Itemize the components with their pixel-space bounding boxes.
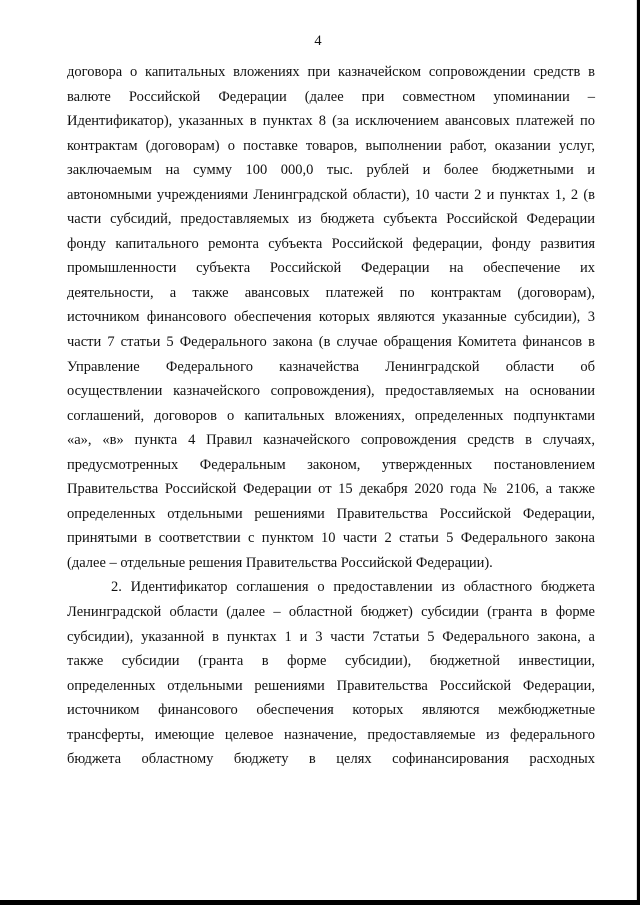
text-line: Идентификатор), указанных в пунктах 8 (за исключением авансовых платежей по <box>67 113 595 130</box>
text-line: определенных отдельными решениями Правительства Российской Федерации, <box>67 677 595 694</box>
text-line: Правительства Российской Федерации от 15 декабря 2020 года № 2106, а также <box>67 481 595 498</box>
text-line: «а», «в» пункта 4 Правил казначейского сопровождения средств в случаях, <box>67 432 595 449</box>
text-line: предусмотренных Федеральным законом, утвержденных постановлением <box>67 456 595 473</box>
page-number: 4 <box>314 33 322 49</box>
text-line: бюджета областному бюджету в целях софинансирования расходных <box>67 751 595 768</box>
text-line: трансферты, имеющие целевое назначение, предоставляемые из федерального <box>67 726 595 743</box>
text-line: автономными учреждениями Ленинградской области), 10 части 2 и пунктах 1, 2 (в <box>67 186 595 203</box>
text-line: принятыми в соответствии с пунктом 10 части 2 статьи 5 Федерального закона <box>67 530 595 547</box>
text-line: 2. Идентификатор соглашения о предоставлении из областного бюджета <box>111 579 595 596</box>
text-line: валюте Российской Федерации (далее при совместном упоминании – <box>67 88 595 105</box>
text-line: осуществлении казначейского сопровождения), предоставляемых на основании <box>67 383 595 400</box>
document-body <box>67 60 595 772</box>
text-line: части субсидий, предоставляемых из бюджета субъекта Российской Федерации <box>67 211 595 228</box>
paragraph-2 <box>67 575 595 771</box>
text-line: субсидии), указанной в пунктах 1 и 3 части 7статьи 5 Федерального закона, а <box>67 628 595 645</box>
text-line: промышленности субъекта Российской Федерации на обеспечение их <box>67 260 595 277</box>
text-line: части 7 статьи 5 Федерального закона (в случае обращения Комитета финансов в <box>67 334 595 351</box>
text-line: фонду капитального ремонта субъекта Российской федерации, фонду развития <box>67 235 595 252</box>
text-line: определенных отдельными решениями Правительства Российской Федерации, <box>67 505 595 522</box>
text-line: также субсидии (гранта в форме субсидии), бюджетной инвестиции, <box>67 653 595 670</box>
text-line: соглашений, договоров о капитальных вложениях, определенных подпунктами <box>67 407 595 424</box>
text-line: договора о капитальных вложениях при казначейском сопровождении средств в <box>67 64 595 80</box>
text-line: деятельности, а также авансовых платежей по контрактам (договорам), <box>67 284 595 301</box>
text-line: заключаемым на сумму 100 000,0 тыс. рублей и более бюджетными и <box>67 162 595 179</box>
text-line: источником финансового обеспечения которых являются межбюджетные <box>67 702 595 719</box>
text-line: (далее – отдельные решения Правительства Российской Федерации). <box>67 554 493 571</box>
text-line: источником финансового обеспечения которых являются указанные субсидии), 3 <box>67 309 595 326</box>
text-line: Управление Федерального казначейства Ленинградской области об <box>67 358 595 375</box>
text-line: контрактам (договорам) о поставке товаров, выполнении работ, оказании услуг, <box>67 137 595 154</box>
text-line: Ленинградской области (далее – областной бюджет) субсидии (гранта в форме <box>67 604 595 621</box>
paragraph-1 <box>67 60 595 575</box>
